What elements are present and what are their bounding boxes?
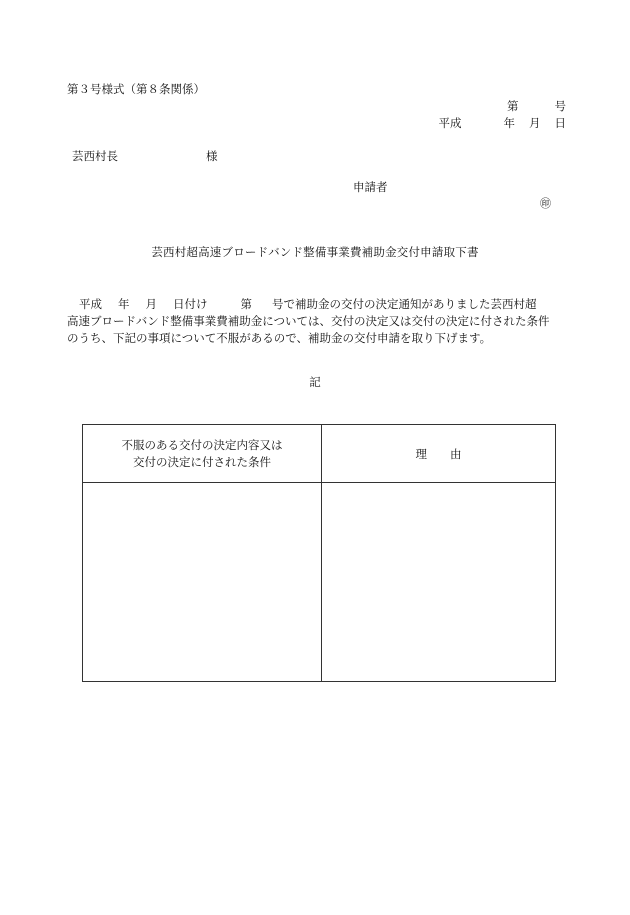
body-line-2: 高速ブロードバンド整備事業費補助金については、交付の決定又は交付の決定に付された条件	[67, 314, 550, 328]
document-number	[507, 101, 566, 113]
ki-heading: 記	[309, 375, 321, 389]
seal-mark: ㊞	[540, 197, 551, 210]
reason-content-cell[interactable]	[322, 483, 555, 681]
date-day-unit: 日	[554, 116, 566, 130]
grievance-table	[82, 424, 556, 682]
body-era: 平成	[79, 297, 102, 311]
date-era: 平成	[438, 116, 462, 130]
grievance-content-cell[interactable]	[83, 483, 321, 681]
table-header-grievance-line-2: 交付の決定に付された条件	[133, 454, 271, 469]
table-header-grievance	[83, 425, 321, 482]
form-number: 第３号様式（第８条関係）	[67, 82, 205, 96]
document-date	[439, 118, 567, 130]
doc-number-prefix: 第	[507, 99, 519, 113]
date-year-unit: 年	[503, 116, 515, 130]
body-line-3: のうち、下記の事項について不服があるので、補助金の交付申請を取り下げます。	[67, 331, 492, 345]
addressee-name: 芸西村長	[72, 149, 118, 163]
body-paragraph	[67, 296, 567, 347]
document-title: 芸西村超高速ブロードバンド整備事業費補助金交付申請取下書	[151, 245, 479, 259]
addressee-honorific: 様	[206, 149, 218, 163]
doc-number-suffix: 号	[554, 99, 566, 113]
body-year-unit: 年	[118, 297, 130, 311]
body-month-unit: 月	[145, 297, 157, 311]
table-header-grievance-line-1: 不服のある交付の決定内容又は	[121, 437, 283, 452]
body-number-prefix: 第	[240, 297, 252, 311]
body-line-1	[67, 296, 567, 313]
applicant-label: 申請者	[353, 180, 388, 194]
addressee	[72, 151, 218, 163]
table-header-reason: 理 由	[415, 446, 462, 461]
date-month-unit: 月	[529, 116, 541, 130]
body-line-1-rest: 号で補助金の交付の決定通知がありました芸西村超	[272, 297, 537, 311]
body-dated: 日付け	[173, 297, 208, 311]
